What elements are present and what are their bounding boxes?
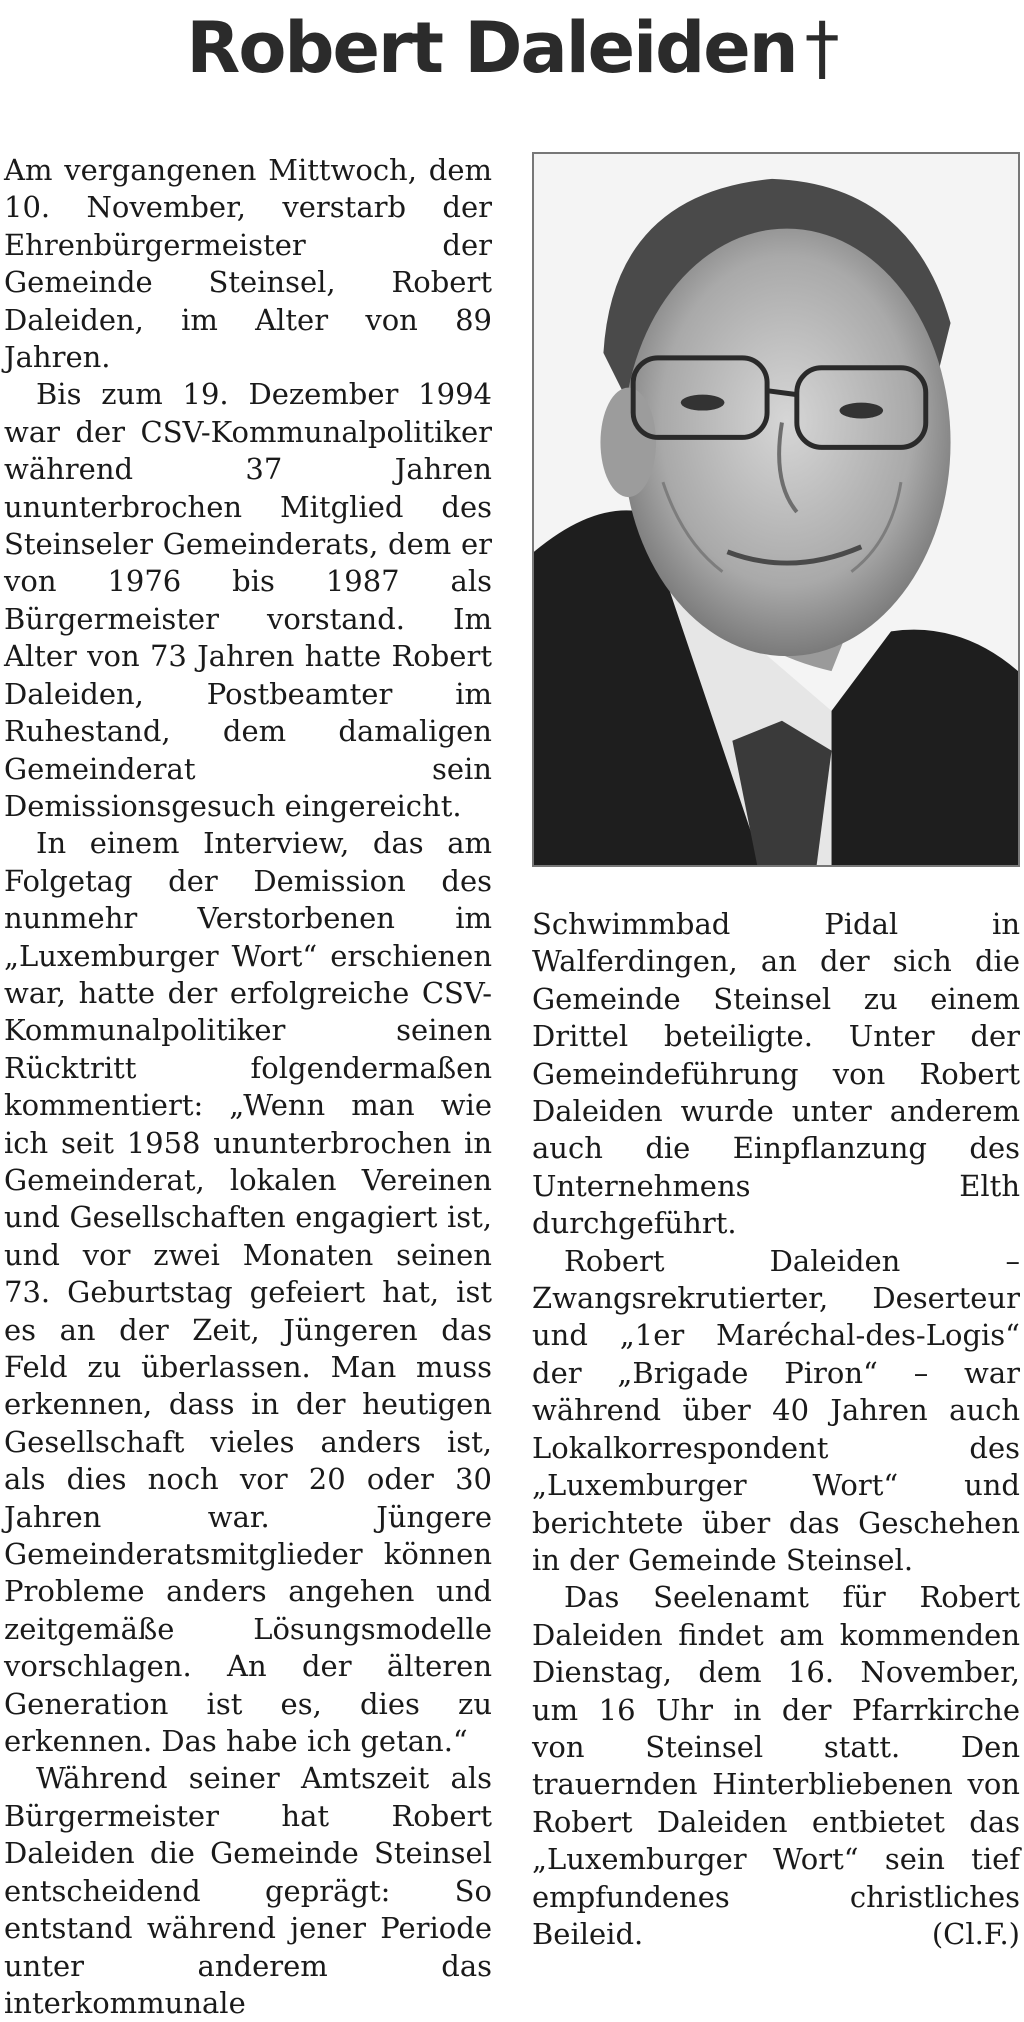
article-paragraph: In einem Interview, das am Folgetag der Demission des nunmehr Verstorbenen im „Luxemburger Wort“ erschienen war, hatte der erfolgreiche CSV-Kommunalpolitiker seinen Rücktritt folgendermaßen kommentiert: „Wenn man wie ich seit 1958 ununterbrochen in Gemeinderat, lokalen Vereinen und Gesellschaften engagiert ist, und vor zwei Monaten seinen 73. Geburtstag gefeiert hat, ist es an der Zeit, Jüngeren das Feld zu überlassen. Man muss erkennen, dass in der heutigen Gesellschaft vieles anders ist, als dies noch vor 20 oder 30 Jahren war. Jüngere Gemeinderatsmitglieder können Probleme anders angehen und zeitgemäße Lösungsmodelle vorschlagen. An der älteren Generation ist es, dies zu erkennen. Das habe ich getan.“ bbox=[4, 826, 492, 1759]
headline-name: Robert Daleiden bbox=[186, 7, 797, 89]
article-paragraph-text: Das Seelenamt für Robert Daleiden findet am kommenden Dienstag, dem 16. November, um 16 Uhr in der Pfarrkirche von Steinsel statt. Den trauernden Hinterbliebenen von Robert Daleiden entbietet das „Luxemburger Wort“ sein tief empfundenes christliches Beileid. bbox=[532, 1580, 1020, 1951]
article-column-left bbox=[4, 152, 492, 2020]
article-paragraph: Während seiner Amtszeit als Bürgermeister hat Robert Daleiden die Gemeinde Steinsel entscheidend geprägt: So entstand während jener Periode unter anderem das interkommunale bbox=[4, 1761, 492, 2020]
article-paragraph bbox=[532, 1579, 1020, 1953]
headline bbox=[0, 0, 1024, 110]
portrait-photo-icon bbox=[534, 154, 1018, 865]
article-column-right bbox=[532, 906, 1020, 1951]
portrait-photo bbox=[532, 152, 1020, 867]
article-paragraph: Am vergangenen Mittwoch, dem 10. November, verstarb der Ehrenbürgermeister der Gemeinde Steinsel, Robert Daleiden, im Alter von 89 Jahren. bbox=[4, 153, 492, 375]
cross-icon: † bbox=[804, 7, 838, 89]
author-signature: (Cl.F.) bbox=[931, 1916, 1020, 1951]
article-paragraph: Bis zum 19. Dezember 1994 war der CSV-Kommunalpolitiker während 37 Jahren ununterbrochen Mitglied des Steinseler Gemeinderats, dem er von 1976 bis 1987 als Bürgermeister vorstand. Im Alter von 73 Jahren hatte Robert Daleiden, Postbeamter im Ruhestand, dem damaligen Gemeinderat sein Demissionsgesuch eingereicht. bbox=[4, 377, 492, 823]
article-paragraph: Robert Daleiden – Zwangsrekrutierter, Deserteur und „1er Maréchal-des-Logis“ der „Brigade Piron“ – war während über 40 Jahren auch Lokalkorrespondent des „Luxemburger Wort“ und berichtete über das Geschehen in der Gemeinde Steinsel. bbox=[532, 1243, 1020, 1577]
article-paragraph: Schwimmbad Pidal in Walferdingen, an der sich die Gemeinde Steinsel zu einem Drittel beteiligte. Unter der Gemeindeführung von Robert Daleiden wurde unter anderem auch die Einpflanzung des Unternehmens Elth durchgeführt. bbox=[532, 907, 1020, 1241]
